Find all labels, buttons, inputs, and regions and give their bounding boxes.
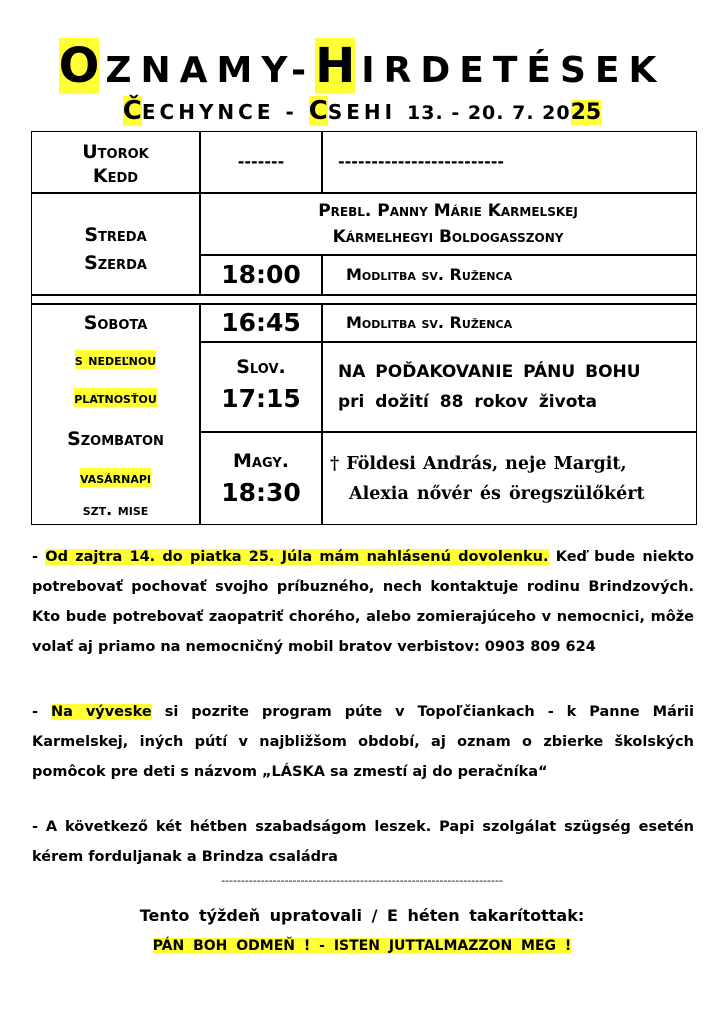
notice-vacation-highlight: Od zajtra 14. do piatka 25. Júla mám nahlásenú dovolenku. [45,549,549,565]
notice-board: - Na výveske si pozrite program púte v Topoľčiankach - k Panne Márii Karmelskej, iných pútí v najbližšom období, aj oznam o zbierke školských pomôcok pre deti s názvom „LÁSKA sa zmestí aj do peračníka“ [32,704,694,780]
divider: ----------------------------------------------------------------------- [221,874,503,887]
event-magy-line1: † Földesi András, neje Margit, [330,454,627,474]
day-cell-streda [31,192,201,296]
event-slov-line2: pri dožití 88 rokov života [338,392,597,412]
time-sobota: 16:45 [221,308,301,337]
thanks-line [0,938,724,954]
feast-title [200,198,696,250]
title-initial-h: H [315,38,356,94]
time-streda: 18:00 [221,260,301,289]
time-utorok: ------- [237,152,285,171]
note-nedelnou-text: s nedeľnou [74,350,157,369]
event-cell-slov [321,341,697,433]
language-slov: Slov. [236,356,286,378]
notice-hungarian-text: - A következő két hétben szabadságom leszek. Papi szolgálat szügség esetén kérem forduljanak a Brindza családra [32,819,694,865]
subtitle-part-1: ECHYNCE - [141,100,309,124]
day-name-sk: Utorok [82,141,149,163]
date-range-main: 13. - 20. 7. 20 [407,102,571,124]
day-name-hu: Szerda [84,252,147,274]
title-initial-o: O [58,38,100,94]
day-name-sobota: Sobota [83,312,148,334]
event-cell-magy [321,431,697,525]
event-cell-streda [321,254,697,296]
date-range [407,102,601,124]
event-rosary-sobota: Modlitba sv. Ruženca [346,313,513,332]
feast-title-sk: Prebl. Panny Márie Karmelskej [318,201,578,221]
notice-hungarian [32,812,694,872]
note-platnostou [32,388,199,407]
day-name-sk: Streda [84,224,147,246]
cleaning-line: Tento týždeň upratovali / E héten takarítottak: [139,906,585,925]
note-nedelnou [32,350,199,369]
day-label-utorok [32,140,199,188]
language-magy: Magy. [233,450,289,472]
day-label-streda [32,221,199,277]
time-slov: 17:15 [221,384,301,413]
feast-title-hu: Kármelhegyi Boldogasszony [332,227,564,247]
notice-vacation: - Od zajtra 14. do piatka 25. Júla mám nahlásenú dovolenku. Keď bude niekto potrebovať pochovať svojho príbuzného, nech kontaktuje rodinu Brindzových. Kto bude potrebovať zaopatriť chorého, alebo zomierajúceho v nemocnici, môže volať aj priamo na nemocničný mobil bratov verbistov: 0903 809 624 [32,549,694,655]
page-title [0,38,724,94]
subtitle-initial-c2: C [308,96,328,126]
event-cell-sobota [321,303,697,343]
event-slov-line1: NA POĎAKOVANIE PÁNU BOHU [338,362,641,382]
time-cell-magy [199,431,323,525]
subtitle-initial-c1: Č [122,96,142,126]
notice-board-highlight: Na výveske [50,704,152,720]
notice-vacation-text: Keď bude niekto potrebovať pochovať svojho príbuzného, nech kontaktuje rodinu Brindzových. Kto bude potrebovať zaopatriť chorého, alebo zomierajúceho v nemocnici, môže volať aj priamo na nemocničný mobil bratov verbistov: 0903 809 624 [32,549,694,655]
date-range-year-end: 25 [570,100,602,125]
note-vasarnapi-text: vasárnapi [79,468,152,487]
feast-cell [199,192,697,256]
day-name-hu: Kedd [92,165,139,187]
time-cell-utorok [199,131,323,194]
title-part-2: IRDETÉSEK [361,50,666,91]
time-cell-sobota [199,303,323,343]
day-name-szombaton: Szombaton [67,428,164,450]
notice-board-text: si pozrite program púte v Topoľčiankach - k Panne Márii Karmelskej, iných pútí v najbližšom období, aj oznam o zbierke školských pomôcok pre deti s názvom „LÁSKA sa zmestí aj do peračníka“ [32,704,694,780]
day-cell-utorok [31,131,201,194]
thanks-text: PÁN BOH ODMEŇ ! - ISTEN JUTTALMAZZON MEG ! [152,938,572,954]
time-magy: 18:30 [221,478,301,507]
event-magy-line2: Alexia nővér és öregszülőkért [349,484,645,504]
event-rosary-streda: Modlitba sv. Ruženca [346,265,513,284]
time-cell-slov [199,341,323,433]
event-cell-utorok [321,131,697,194]
note-szt-mise: szt. mise [82,500,149,519]
page-subtitle [0,96,724,126]
title-part-1: ZNAMY- [105,50,316,91]
note-vasarnapi [32,468,199,487]
day-cell-sobota [31,303,201,525]
event-utorok: ------------------------- [338,152,505,171]
subtitle-part-2: SEHI [327,100,397,124]
time-cell-streda [199,254,323,296]
note-platnostou-text: platnosťou [74,388,157,407]
